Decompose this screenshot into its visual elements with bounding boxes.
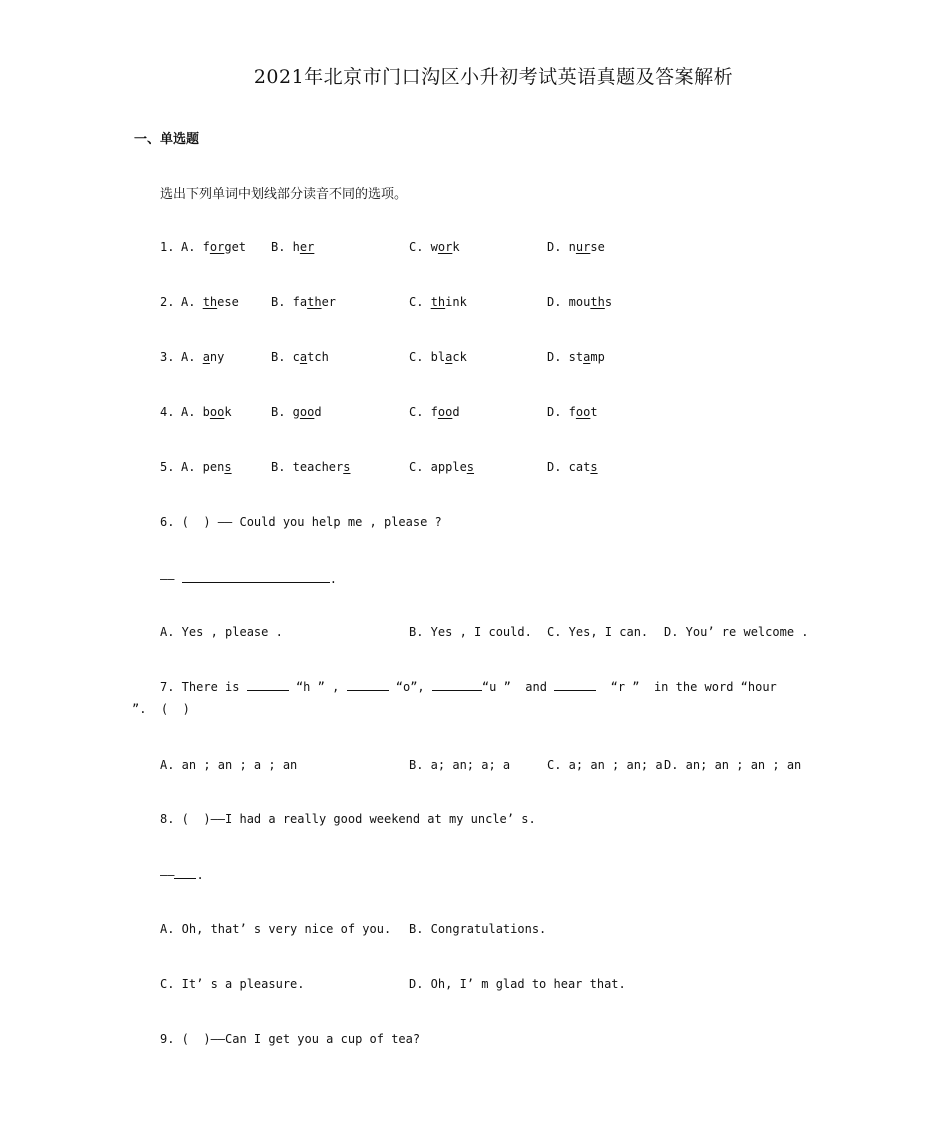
question-7-stem — [160, 680, 777, 694]
question-number: 2. — [160, 295, 175, 309]
option-text: ese — [217, 295, 239, 309]
reply-dash: —— — [160, 572, 175, 586]
question-6-option-c: C. Yes, I can. — [547, 625, 649, 639]
answer-blank — [247, 680, 289, 691]
question-number: 5. — [160, 460, 175, 474]
option-text: ck — [452, 350, 467, 364]
underlined-letters: th — [307, 295, 322, 309]
question-6-option-d: D. You’ re welcome . — [664, 625, 809, 639]
option-text: C. bl — [409, 350, 446, 364]
question-number: 1. — [160, 240, 175, 254]
underlined-letters: s — [224, 460, 232, 474]
option-text: B. c — [271, 350, 300, 364]
underlined-letters: oo — [209, 405, 225, 419]
option-text: get — [224, 240, 247, 254]
option-text: D. cat — [547, 460, 591, 474]
phonics-option-a — [181, 240, 246, 254]
option-text: A. pen — [181, 460, 225, 474]
phonics-option-a — [181, 350, 224, 364]
phonics-option-b — [271, 295, 336, 309]
option-text: D. st — [547, 350, 584, 364]
question-6-option-a: A. Yes , please . — [160, 625, 283, 639]
underlined-letters: a — [202, 350, 210, 364]
phonics-option-c — [409, 240, 460, 254]
option-text: se — [590, 240, 605, 254]
option-text: t — [590, 405, 598, 419]
phonics-option-c — [409, 405, 460, 419]
phonics-option-c — [409, 350, 467, 364]
question-8-reply — [160, 868, 204, 882]
answer-blank — [347, 680, 389, 691]
phonics-option-a — [181, 460, 232, 474]
q7-part-5: “r ” in the word “hour — [596, 680, 777, 694]
question-7-option-c: C. a; an ; an; a — [547, 758, 663, 772]
question-8-option-b: B. Congratulations. — [409, 922, 547, 936]
option-text: k — [224, 405, 232, 419]
underlined-letters: th — [430, 295, 446, 309]
answer-blank — [554, 680, 596, 691]
option-text: B. h — [271, 240, 300, 254]
phonics-option-d — [547, 295, 612, 309]
underlined-letters: th — [590, 295, 605, 309]
underlined-letters: th — [202, 295, 218, 309]
underlined-letters: s — [343, 460, 351, 474]
underlined-letters: a — [583, 350, 591, 364]
option-text: d — [452, 405, 460, 419]
phonics-option-d — [547, 240, 605, 254]
q7-part-4: “u ” and — [481, 680, 547, 694]
reply-dash: —— — [160, 868, 175, 882]
underlined-letters: oo — [299, 405, 315, 419]
question-number: 4. — [160, 405, 175, 419]
option-text: s — [604, 295, 613, 309]
option-text: D. mou — [547, 295, 591, 309]
phonics-option-b — [271, 460, 350, 474]
q7-part-1: 7. There is — [160, 680, 240, 694]
question-8-option-d: D. Oh, I’ m glad to hear that. — [409, 977, 626, 991]
phonics-option-d — [547, 460, 598, 474]
phonics-option-a — [181, 295, 239, 309]
option-text: A. f — [181, 240, 210, 254]
option-text: D. n — [547, 240, 576, 254]
question-6-stem: 6. ( ) —— Could you help me , please ? — [160, 515, 442, 529]
option-text: tch — [307, 350, 329, 364]
phonics-option-b — [271, 405, 322, 419]
option-text: A. — [181, 350, 203, 364]
option-text: C. w — [409, 240, 438, 254]
option-text: B. teacher — [271, 460, 344, 474]
option-text: A. b — [181, 405, 210, 419]
phonics-option-b — [271, 350, 329, 364]
phonics-option-d — [547, 350, 605, 364]
option-text: A. — [181, 295, 203, 309]
answer-blank — [174, 868, 196, 879]
underlined-letters: oo — [575, 405, 591, 419]
question-6-reply — [160, 572, 337, 586]
reply-end: . — [329, 572, 337, 586]
option-text: C. — [409, 295, 431, 309]
question-6-option-b: B. Yes , I could. — [409, 625, 532, 639]
answer-blank — [182, 572, 330, 583]
option-text: B. g — [271, 405, 300, 419]
underlined-letters: or — [437, 240, 453, 254]
question-8-option-c: C. It’ s a pleasure. — [160, 977, 305, 991]
underlined-letters: er — [299, 240, 315, 254]
instruction-text: 选出下列单词中划线部分读音不同的选项。 — [160, 187, 408, 202]
option-text: k — [452, 240, 460, 254]
phonics-option-c — [409, 295, 467, 309]
question-7-option-d: D. an; an ; an ; an — [664, 758, 802, 772]
question-7-option-a: A. an ; an ; a ; an — [160, 758, 298, 772]
question-8-stem: 8. ( )——I had a really good weekend at my uncle’ s. — [160, 812, 536, 826]
question-7-stem-continued: ”. ( ) — [132, 702, 190, 716]
question-9-stem: 9. ( )——Can I get you a cup of tea? — [160, 1032, 421, 1046]
answer-blank — [432, 680, 482, 691]
underlined-letters: oo — [437, 405, 453, 419]
section-heading: 一、单选题 — [134, 132, 200, 147]
q7-part-3: “o”, — [388, 680, 425, 694]
underlined-letters: or — [209, 240, 225, 254]
underlined-letters: s — [466, 460, 475, 474]
phonics-option-d — [547, 405, 598, 419]
phonics-option-a — [181, 405, 232, 419]
option-text: mp — [590, 350, 605, 364]
option-text: ink — [445, 295, 467, 309]
option-text: er — [321, 295, 337, 309]
option-text: C. f — [409, 405, 438, 419]
option-text: ny — [209, 350, 225, 364]
underlined-letters: a — [445, 350, 453, 364]
option-text: B. fa — [271, 295, 308, 309]
underlined-letters: s — [590, 460, 598, 474]
phonics-option-b — [271, 240, 314, 254]
question-number: 3. — [160, 350, 175, 364]
underlined-letters: a — [299, 350, 308, 364]
option-text: d — [314, 405, 322, 419]
phonics-option-c — [409, 460, 474, 474]
underlined-letters: ur — [575, 240, 591, 254]
page-title: 2021年北京市门口沟区小升初考试英语真题及答案解析 — [253, 66, 734, 88]
question-7-option-b: B. a; an; a; a — [409, 758, 511, 772]
q7-part-2: “h ” , — [288, 680, 340, 694]
option-text: C. apple — [409, 460, 467, 474]
question-8-option-a: A. Oh, that’ s very nice of you. — [160, 922, 392, 936]
option-text: D. f — [547, 405, 576, 419]
reply-end: . — [196, 868, 204, 882]
